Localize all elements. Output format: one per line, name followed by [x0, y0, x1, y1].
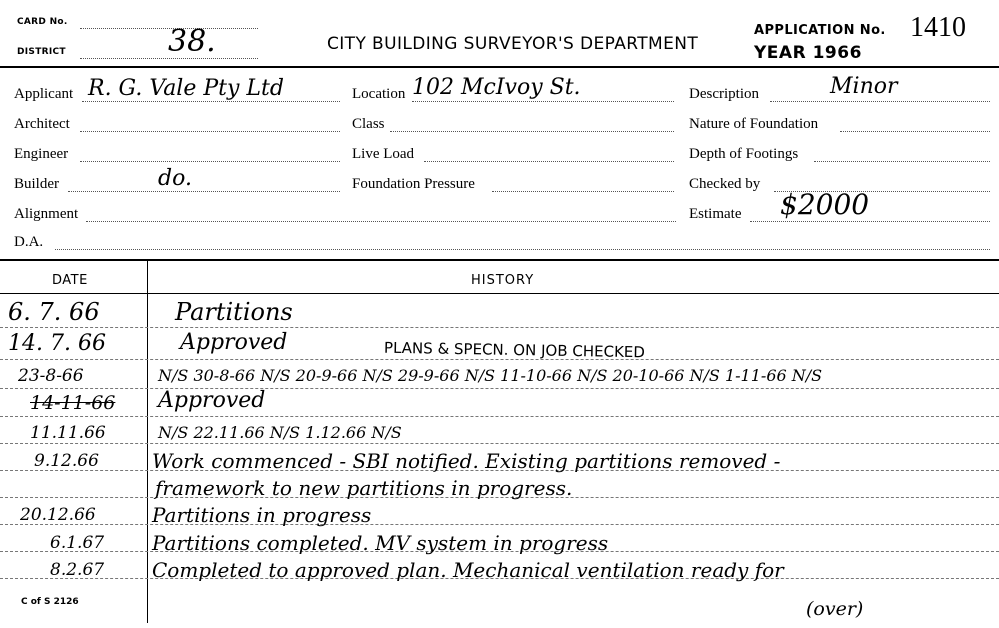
history-entry: Partitions completed. MV system in progress — [152, 531, 609, 555]
estimate-line — [750, 221, 990, 222]
history-entry: Approved — [180, 330, 288, 355]
depth-of-footings-line — [814, 161, 990, 162]
history-entry: Completed to approved plan. Mechanical ventilation ready for — [152, 558, 784, 582]
district-value: 38. — [168, 24, 216, 59]
history-date: 6.1.67 — [50, 533, 105, 553]
history-date: 6. 7. 66 — [8, 298, 100, 326]
history-date: 9.12.66 — [34, 451, 99, 471]
history-entry: Work commenced - SBI notified. Existing partitions removed - — [152, 449, 781, 473]
live-load-line — [424, 161, 674, 162]
location-label: Location — [352, 86, 406, 102]
history-entry: Partitions in progress — [152, 503, 372, 527]
builder-label: Builder — [14, 176, 59, 192]
engineer-label: Engineer — [14, 146, 69, 162]
over-note: (over) — [806, 598, 864, 620]
history-date: 8.2.67 — [50, 560, 105, 580]
applicant-value: R. G. Vale Pty Ltd — [88, 76, 284, 101]
application-number: 1410 — [910, 12, 966, 43]
table-top-border — [0, 259, 999, 261]
history-entry: Approved — [158, 388, 266, 413]
ruled-line — [0, 524, 999, 525]
location-value: 102 McIvoy St. — [412, 75, 581, 100]
class-line — [390, 131, 674, 132]
history-entry: Partitions — [175, 298, 293, 326]
history-entry: N/S 30-8-66 N/S 20-9-66 N/S 29-9-66 N/S 11-10-66 N/S 20-10-66 N/S 1-11-66 N/S — [158, 366, 823, 385]
estimate-value: $2000 — [780, 188, 870, 221]
builder-value: do. — [158, 166, 192, 191]
description-value: Minor — [830, 74, 898, 99]
table-header-divider — [0, 293, 999, 294]
engineer-line — [80, 161, 340, 162]
district-label: DISTRICT — [17, 47, 66, 57]
estimate-label: Estimate — [689, 206, 742, 222]
history-date: 14. 7. 66 — [8, 331, 106, 356]
alignment-label: Alignment — [14, 206, 79, 222]
form-number: C of S 2126 — [21, 597, 79, 607]
description-line — [770, 101, 990, 102]
location-line — [412, 101, 674, 102]
nature-of-foundation-label: Nature of Foundation — [689, 116, 819, 132]
ruled-line — [0, 327, 999, 328]
class-label: Class — [352, 116, 385, 132]
depth-of-footings-label: Depth of Footings — [689, 146, 799, 162]
application-year: YEAR 1966 — [754, 43, 862, 63]
foundation-pressure-label: Foundation Pressure — [352, 176, 475, 192]
header-divider — [0, 66, 999, 68]
history-date: 14-11-66 — [30, 392, 116, 414]
applicant-line — [82, 101, 340, 102]
foundation-pressure-line — [492, 191, 674, 192]
da-line — [55, 249, 990, 250]
ruled-line — [0, 388, 999, 389]
date-column-header: DATE — [52, 273, 88, 288]
checked-stamp: PLANS & SPECN. ON JOB CHECKED — [383, 338, 646, 362]
date-column-divider — [147, 261, 148, 623]
history-entry: framework to new partitions in progress. — [155, 476, 573, 500]
history-date: 11.11.66 — [30, 423, 106, 443]
architect-line — [80, 131, 340, 132]
da-label: D.A. — [14, 234, 44, 250]
description-label: Description — [689, 86, 759, 102]
ruled-line — [0, 443, 999, 444]
builder-line — [68, 191, 340, 192]
history-date: 20.12.66 — [20, 505, 96, 525]
applicant-label: Applicant — [14, 86, 74, 102]
department-title: CITY BUILDING SURVEYOR'S DEPARTMENT — [327, 34, 699, 54]
application-label: APPLICATION No. — [754, 23, 886, 38]
history-column-header: HISTORY — [471, 273, 535, 288]
nature-of-foundation-line — [840, 131, 990, 132]
history-date: 23-8-66 — [18, 366, 84, 386]
checked-by-label: Checked by — [689, 176, 761, 192]
card-no-label: CARD No. — [17, 17, 68, 27]
live-load-label: Live Load — [352, 146, 415, 162]
architect-label: Architect — [14, 116, 70, 132]
ruled-line — [0, 416, 999, 417]
history-entry: N/S 22.11.66 N/S 1.12.66 N/S — [158, 423, 402, 442]
ruled-line — [0, 359, 999, 360]
alignment-line — [86, 221, 676, 222]
